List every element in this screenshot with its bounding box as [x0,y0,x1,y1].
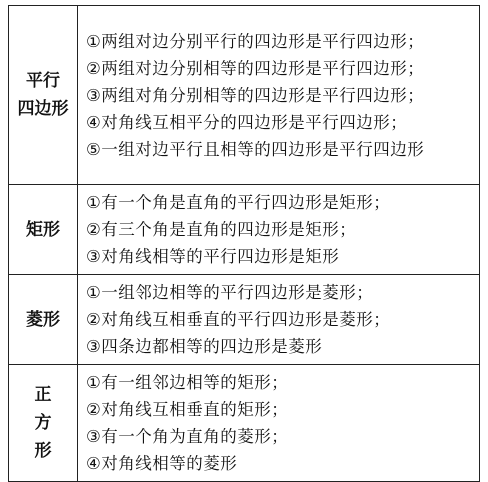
criterion-item: ④对角线相等的菱形 [86,454,238,473]
shape-name-cell [9,275,78,365]
criterion-item: ④对角线互相平分的四边形是平行四边形； [86,112,408,132]
table-row [9,185,480,275]
shape-name-text: 正 [34,385,52,405]
shape-name-cell [9,6,78,185]
criterion-item: ③两组对角分别相等的四边形是平行四边形； [86,85,425,105]
criterion-item: ②有三个角是直角的四边形是矩形； [86,220,357,239]
shape-name-text: 形 [34,441,52,461]
shape-name-text: 菱形 [26,309,60,330]
criterion-item: ②对角线互相垂直的平行四边形是菱形； [86,310,391,329]
table-row [9,275,480,365]
criteria-table [8,5,480,482]
shape-name-text: 平行 [26,71,60,91]
criterion-item: ③对角线相等的平行四边形是矩形 [86,247,340,266]
criteria-cell [78,275,480,365]
criteria-cell [78,6,480,185]
shape-name-cell [9,365,78,482]
shape-name-text: 方 [34,413,52,433]
shape-name-text: 四边形 [17,99,69,119]
table-row [9,6,480,185]
criterion-item: ③有一个角为直角的菱形； [86,427,289,446]
criterion-item: ①一组邻边相等的平行四边形是菱形； [86,283,374,302]
criterion-item: ②两组对边分别相等的四边形是平行四边形； [86,58,425,78]
criterion-item: ③四条边都相等的四边形是菱形 [86,337,323,356]
criterion-item: ②对角线互相垂直的矩形； [86,400,289,419]
shape-name-cell [9,185,78,275]
criterion-item: ①两组对边分别平行的四边形是平行四边形； [86,31,425,51]
criterion-item: ①有一组邻边相等的矩形； [86,373,289,392]
criteria-cell [78,365,480,482]
criterion-item: ⑤一组对边平行且相等的四边形是平行四边形 [86,139,425,159]
shape-name-text: 矩形 [26,219,60,240]
table-row [9,365,480,482]
criterion-item: ①有一个角是直角的平行四边形是矩形； [86,193,391,212]
criteria-cell [78,185,480,275]
